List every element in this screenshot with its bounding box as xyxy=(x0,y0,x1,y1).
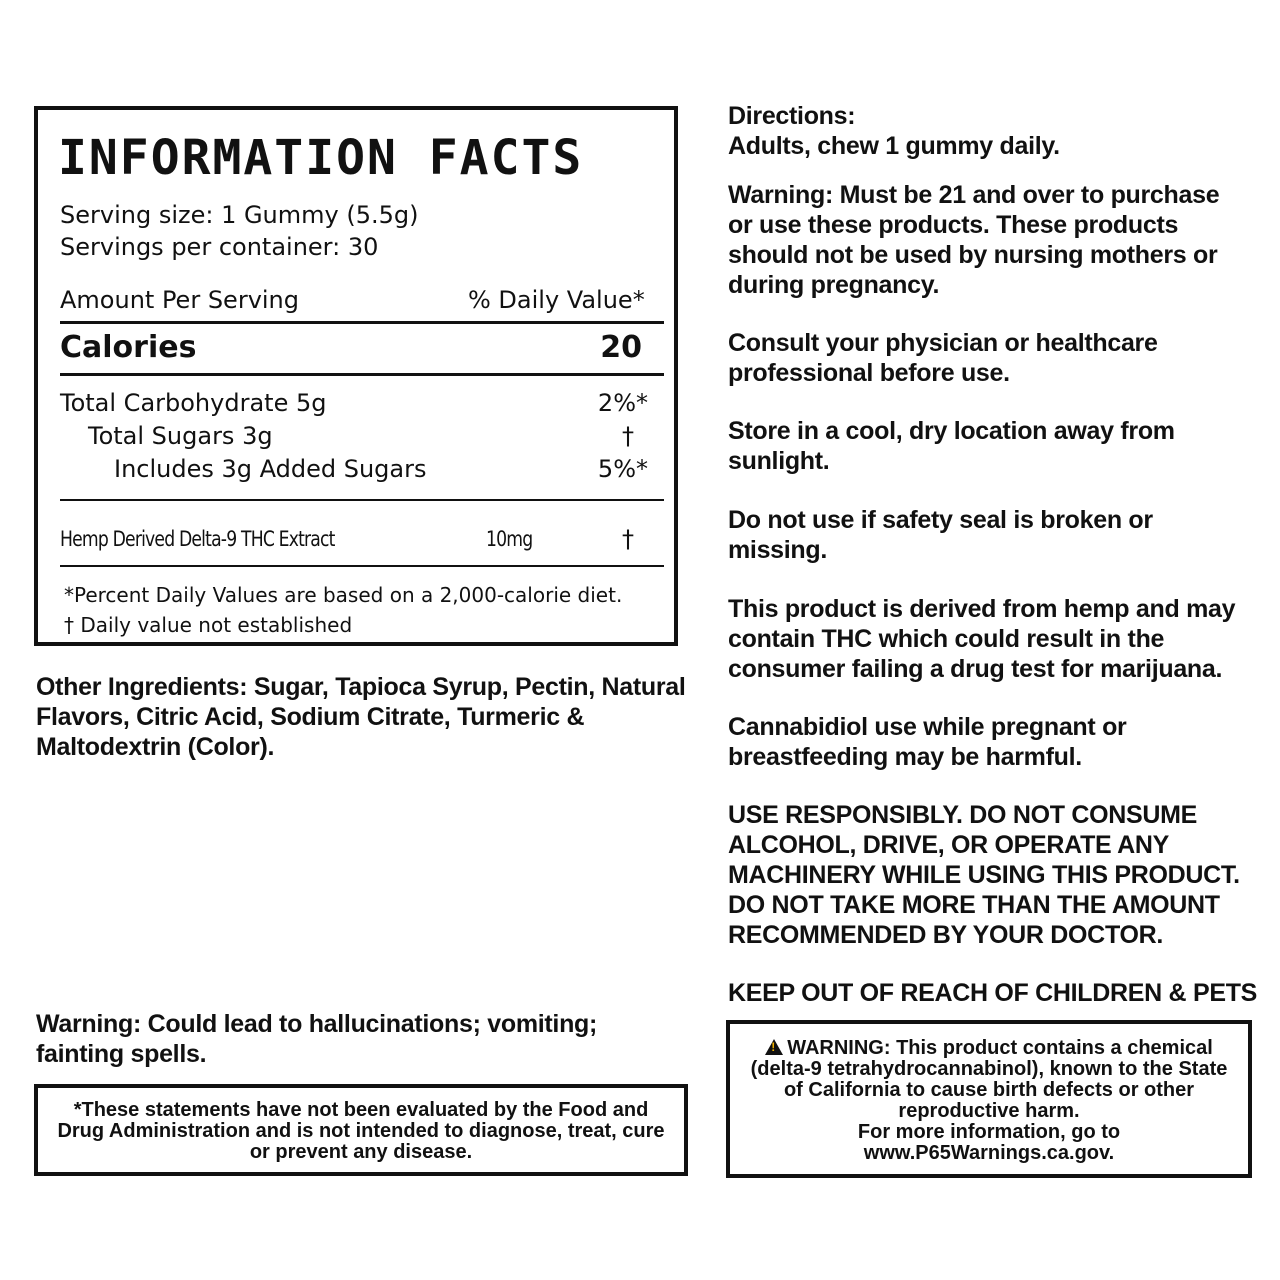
safety-seal-warning: Do not use if safety seal is broken or missing. xyxy=(728,506,1153,564)
footnote-not-established: † Daily value not established xyxy=(64,613,353,637)
keep-out-of-reach: KEEP OUT OF REACH OF CHILDREN & PETS xyxy=(728,979,1258,1007)
storage-instructions: Store in a cool, dry location away from sunlight. xyxy=(728,417,1175,475)
directions-heading: Directions: xyxy=(728,102,856,130)
other-ingredients: Other Ingredients: Sugar, Tapioca Syrup, Pectin, Natural Flavors, Citric Acid, Sodium Citrate, Turmeric & Maltodextrin (Color). xyxy=(36,673,686,761)
calories-label: Calories xyxy=(60,330,197,365)
total-carbohydrate-label: Total Carbohydrate 5g xyxy=(60,389,327,417)
divider xyxy=(60,499,664,501)
drug-test-warning: This product is derived from hemp and may contain THC which could result in the consumer failing a drug test for marijuana. xyxy=(728,595,1236,683)
total-sugars-label: Total Sugars 3g xyxy=(88,422,273,450)
calories-value: 20 xyxy=(600,330,642,365)
directions-text: Adults, chew 1 gummy daily. xyxy=(728,132,1060,160)
serving-size: Serving size: 1 Gummy (5.5g) xyxy=(60,201,419,229)
fda-disclaimer-box xyxy=(34,1084,688,1176)
prop65-warning-box xyxy=(726,1020,1252,1178)
prop65-more-info: For more information, go to www.P65Warnings.ca.gov. xyxy=(857,1121,1121,1164)
left-warning: Warning: Could lead to hallucinations; vomiting; fainting spells. xyxy=(36,1010,598,1068)
prop65-warning-text: WARNING: This product contains a chemical (delta-9 tetrahydrocannabinol), known to the State of California to cause birth defects or other reproductive harm. xyxy=(750,1037,1228,1122)
consult-physician: Consult your physician or healthcare professional before use. xyxy=(728,329,1158,387)
information-facts-panel xyxy=(34,106,678,646)
footnote-daily-values: *Percent Daily Values are based on a 2,000-calorie diet. xyxy=(64,583,623,607)
fda-disclaimer: *These statements have not been evaluated by the Food and Drug Administration and is not intended to diagnose, treat, cure or prevent any disease. xyxy=(57,1099,665,1163)
facts-title: INFORMATION FACTS xyxy=(58,130,584,186)
added-sugars-dv: 5%* xyxy=(597,455,648,483)
daily-value-header: % Daily Value* xyxy=(468,286,645,314)
age-warning: Warning: Must be 21 and over to purchase or use these products. These products should not be used by nursing mothers or during pregnancy. xyxy=(728,181,1220,299)
thc-extract-amount: 10mg xyxy=(486,527,533,551)
thc-extract-dv: † xyxy=(622,525,634,553)
total-carbohydrate-dv: 2%* xyxy=(597,389,648,417)
cannabidiol-warning: Cannabidiol use while pregnant or breastfeeding may be harmful. xyxy=(728,713,1127,771)
use-responsibly-warning: USE RESPONSIBLY. DO NOT CONSUME ALCOHOL, DRIVE, OR OPERATE ANY MACHINERY WHILE USING THIS PRODUCT. DO NOT TAKE MORE THAN THE AMOUNT RECOMMENDED BY YOUR DOCTOR. xyxy=(728,801,1240,949)
added-sugars-label: Includes 3g Added Sugars xyxy=(114,455,427,483)
divider xyxy=(60,373,664,376)
total-sugars-dv: † xyxy=(622,422,634,450)
divider xyxy=(60,321,664,324)
amount-per-serving-header: Amount Per Serving xyxy=(60,286,300,314)
divider xyxy=(60,565,664,567)
servings-per-container: Servings per container: 30 xyxy=(60,233,379,261)
thc-extract-label: Hemp Derived Delta-9 THC Extract xyxy=(60,527,335,551)
warning-triangle-icon xyxy=(765,1039,783,1055)
prop65-text xyxy=(742,1038,1236,1122)
